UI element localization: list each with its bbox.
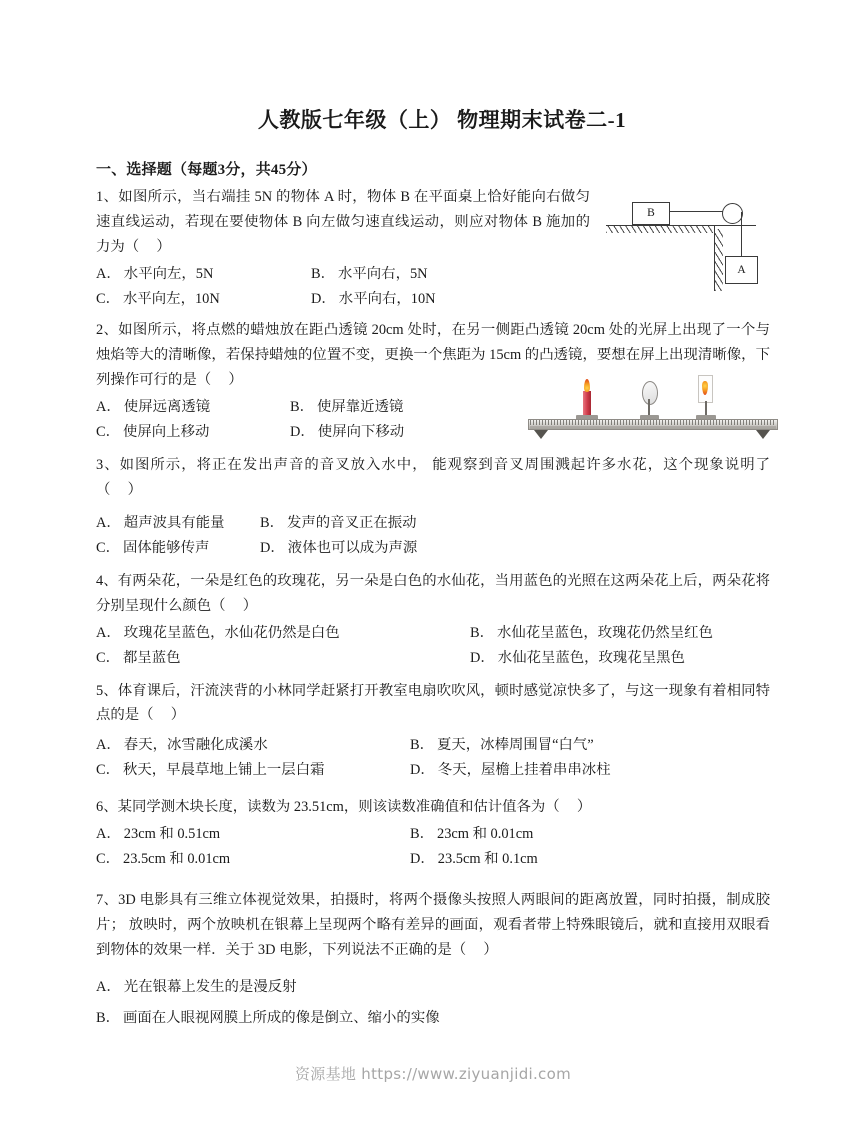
question-5-paren: ） [170, 707, 186, 723]
option-row [96, 536, 770, 561]
option-row [96, 621, 770, 646]
option-a-text: 玫瑰花呈蓝色，水仙花仍然是白色 [123, 625, 340, 641]
question-7-text: 3D 电影具有三维立体视觉效果，拍摄时，将两个摄像头按照人两眼间的距离放置，同时拍摄，制成胶片； 放映时，两个放映机在银幕上呈现两个略有差异的画面，观看者带上特殊眼镜后，就和直接用双眼看到物体的效果一样．关于 3D 电影，下列说法不正确的是（ [96, 892, 770, 958]
question-5-number: 5、 [96, 683, 118, 699]
question-3-options [96, 511, 770, 561]
footer-watermark: 资源基地 https://www.ziyuanjidi.com [295, 1065, 571, 1083]
optical-bench-photo [528, 369, 780, 441]
option-d[interactable] [470, 646, 685, 671]
option-a[interactable] [96, 975, 297, 1000]
option-d-label: D． [260, 540, 285, 556]
option-c-label: C． [96, 540, 120, 556]
question-3 [96, 453, 770, 561]
option-b-text: 画面在人眼视网膜上所成的像是倒立、缩小的实像 [123, 1010, 440, 1026]
option-d-label: D． [470, 650, 495, 666]
option-row [96, 733, 770, 758]
option-a-label: A． [96, 979, 121, 995]
option-a[interactable] [96, 262, 311, 287]
option-row [96, 646, 770, 671]
candle-flame-icon [584, 379, 590, 392]
option-d[interactable] [410, 758, 611, 783]
question-4-options [96, 621, 770, 671]
question-4-paren: ） [242, 598, 258, 614]
option-d-label: D． [311, 291, 336, 307]
question-7-paren: ） [483, 942, 498, 958]
option-c-label: C． [96, 650, 120, 666]
option-b-text: 使屏靠近透镜 [317, 399, 404, 415]
question-4-text: 有两朵花，一朵是红色的玫瑰花，另一朵是白色的水仙花，当用蓝色的光照在这两朵花上后，两朵花将分别呈现什么颜色（ [96, 573, 770, 614]
option-b[interactable] [290, 395, 403, 420]
option-d-text: 冬天，屋檐上挂着串串冰柱 [437, 762, 611, 778]
question-6-options [96, 822, 770, 872]
option-row [96, 262, 590, 287]
option-a[interactable] [96, 733, 410, 758]
question-7-number: 7、 [96, 892, 119, 908]
option-c-label: C． [96, 851, 120, 867]
option-b[interactable] [470, 621, 713, 646]
option-c[interactable] [96, 646, 470, 671]
question-4-number: 4、 [96, 573, 118, 589]
option-d[interactable] [290, 420, 404, 445]
option-row [96, 511, 770, 536]
question-1 [96, 185, 770, 312]
option-c-text: 23.5cm 和 0.01cm [123, 851, 231, 867]
question-2-options [96, 395, 404, 445]
question-6-number: 6、 [96, 799, 118, 815]
option-c[interactable] [96, 847, 410, 872]
option-a-text: 春天，冰雪融化成溪水 [123, 737, 268, 753]
option-a[interactable] [96, 511, 260, 536]
option-d-text: 水仙花呈蓝色，玫瑰花呈黑色 [497, 650, 685, 666]
option-row [96, 1006, 770, 1031]
option-a-label: A． [96, 625, 121, 641]
option-c-text: 都呈蓝色 [123, 650, 181, 666]
option-c[interactable] [96, 758, 410, 783]
option-a[interactable] [96, 822, 410, 847]
question-2-figure [528, 369, 780, 441]
block-b-label: B [632, 202, 670, 225]
option-c-label: C． [96, 424, 120, 440]
candle-icon [583, 391, 591, 416]
question-6 [96, 795, 770, 872]
pulley-icon [722, 203, 743, 224]
question-3-number: 3、 [96, 457, 120, 473]
option-row [96, 822, 770, 847]
block-a-label: A [725, 256, 758, 284]
section-heading: 一、选择题（每题3分，共45分） [96, 162, 317, 178]
option-b[interactable] [410, 733, 594, 758]
question-1-number: 1、 [96, 189, 119, 205]
option-c-text: 水平向左，10N [123, 291, 220, 307]
option-a[interactable] [96, 395, 290, 420]
option-a[interactable] [96, 621, 470, 646]
option-row [96, 847, 770, 872]
option-a-label: A． [96, 399, 121, 415]
option-b-text: 水仙花呈蓝色，玫瑰花仍然呈红色 [497, 625, 713, 641]
option-d-text: 液体也可以成为声源 [287, 540, 418, 556]
question-2-paren: ） [228, 372, 243, 388]
option-d-label: D． [290, 424, 315, 440]
option-b-text: 夏天，冰棒周围冒“白气” [437, 737, 594, 753]
option-b[interactable] [260, 511, 417, 536]
option-row [96, 975, 770, 1000]
question-1-text: 如图所示，当右端挂 5N 的物体 A 时，物体 B 在平面桌上恰好能向右做匀速直线运动，若现在要使物体 B 向左做匀速直线运动，则应对物体 B 施加的力为（ [96, 189, 591, 255]
question-3-stem [96, 453, 770, 503]
option-c[interactable] [96, 287, 311, 312]
question-6-stem [96, 795, 770, 820]
rail-leg-left [534, 430, 548, 439]
question-2 [96, 318, 770, 445]
question-5-stem [96, 679, 770, 727]
option-b-label: B． [470, 625, 494, 641]
option-c-text: 固体能够传声 [123, 540, 210, 556]
pulley-table-diagram [598, 185, 770, 291]
page-title: 人教版七年级（上） 物理期末试卷二-1 [257, 108, 627, 132]
string-vertical [741, 212, 742, 256]
option-d-label: D． [410, 762, 435, 778]
option-row [96, 758, 770, 783]
option-b[interactable] [311, 262, 428, 287]
option-a-label: A． [96, 515, 121, 531]
question-3-paren: ） [127, 482, 143, 498]
option-a-label: A． [96, 266, 121, 282]
option-b[interactable] [96, 1006, 440, 1031]
option-b-label: B． [260, 515, 284, 531]
option-row [96, 395, 404, 420]
option-d-text: 23.5cm 和 0.1cm [437, 851, 538, 867]
question-2-number: 2、 [96, 322, 119, 338]
option-row [96, 287, 590, 312]
question-7-stem [96, 888, 770, 963]
option-d-text: 水平向右，10N [338, 291, 436, 307]
question-6-text: 某同学测木块长度，读数为 23.51cm，则该读数准确值和估计值各为（ [117, 799, 560, 815]
option-c-label: C． [96, 762, 120, 778]
question-4 [96, 569, 770, 671]
option-a-text: 使屏远离透镜 [123, 399, 211, 415]
option-row [96, 420, 404, 445]
option-c-label: C． [96, 291, 120, 307]
option-d-label: D． [410, 851, 435, 867]
rail-shadow [530, 426, 776, 429]
question-6-paren: ） [576, 799, 592, 815]
option-b[interactable] [410, 822, 533, 847]
rail-leg-right [756, 430, 770, 439]
option-a-text: 23cm 和 0.51cm [123, 826, 221, 842]
rail-ruler-ticks [530, 420, 776, 425]
option-b-label: B． [410, 737, 434, 753]
question-5-options [96, 733, 770, 783]
question-2-text: 如图所示，将点燃的蜡烛放在距凸透镜 20cm 处时，在另一侧距凸透镜 20cm 处的光屏上出现了一个与烛焰等大的清晰像，若保持蜡烛的位置不变，更换一个焦距为 15cm 的凸透镜，要想在屏上出现清晰像，下列操作可行的是（ [96, 322, 770, 388]
option-d[interactable] [260, 536, 417, 561]
option-c-text: 秋天，早晨草地上铺上一层白霜 [123, 762, 325, 778]
option-b-label: B． [290, 399, 314, 415]
question-3-text: 如图所示，将正在发出声音的音叉放入水中， 能观察到音叉周围溅起许多水花，这个现象说明了（ [96, 457, 770, 498]
question-7-options [96, 975, 770, 1031]
question-1-paren: ） [156, 239, 171, 255]
option-b-label: B． [410, 826, 434, 842]
question-7 [96, 888, 770, 1031]
question-5 [96, 679, 770, 783]
option-b-text: 发声的音叉正在振动 [287, 515, 417, 531]
option-a-text: 光在银幕上发生的是漫反射 [123, 979, 297, 995]
option-a-text: 水平向左，5N [123, 266, 214, 282]
option-a-text: 超声波具有能量 [123, 515, 225, 531]
page-content [96, 96, 770, 1037]
convex-lens-icon [642, 381, 658, 405]
wall-hatching [715, 229, 723, 291]
question-5-text: 体育课后，汗流浃背的小林同学赶紧打开教室电扇吹吹风，顿时感觉凉快多了，与这一现象有着相同特点的是（ [96, 683, 770, 723]
option-d[interactable] [410, 847, 538, 872]
option-a-label: A． [96, 737, 121, 753]
option-b-text: 水平向右，5N [338, 266, 428, 282]
option-d[interactable] [311, 287, 436, 312]
option-b-label: B． [311, 266, 335, 282]
question-4-stem [96, 569, 770, 619]
table-hatching [606, 226, 714, 233]
option-c-text: 使屏向上移动 [123, 424, 210, 440]
option-b-text: 23cm 和 0.01cm [437, 826, 534, 842]
option-c[interactable] [96, 536, 260, 561]
option-a-label: A． [96, 826, 121, 842]
question-1-figure [598, 185, 770, 291]
option-d-text: 使屏向下移动 [317, 424, 405, 440]
option-c[interactable] [96, 420, 290, 445]
option-b-label: B． [96, 1010, 120, 1026]
